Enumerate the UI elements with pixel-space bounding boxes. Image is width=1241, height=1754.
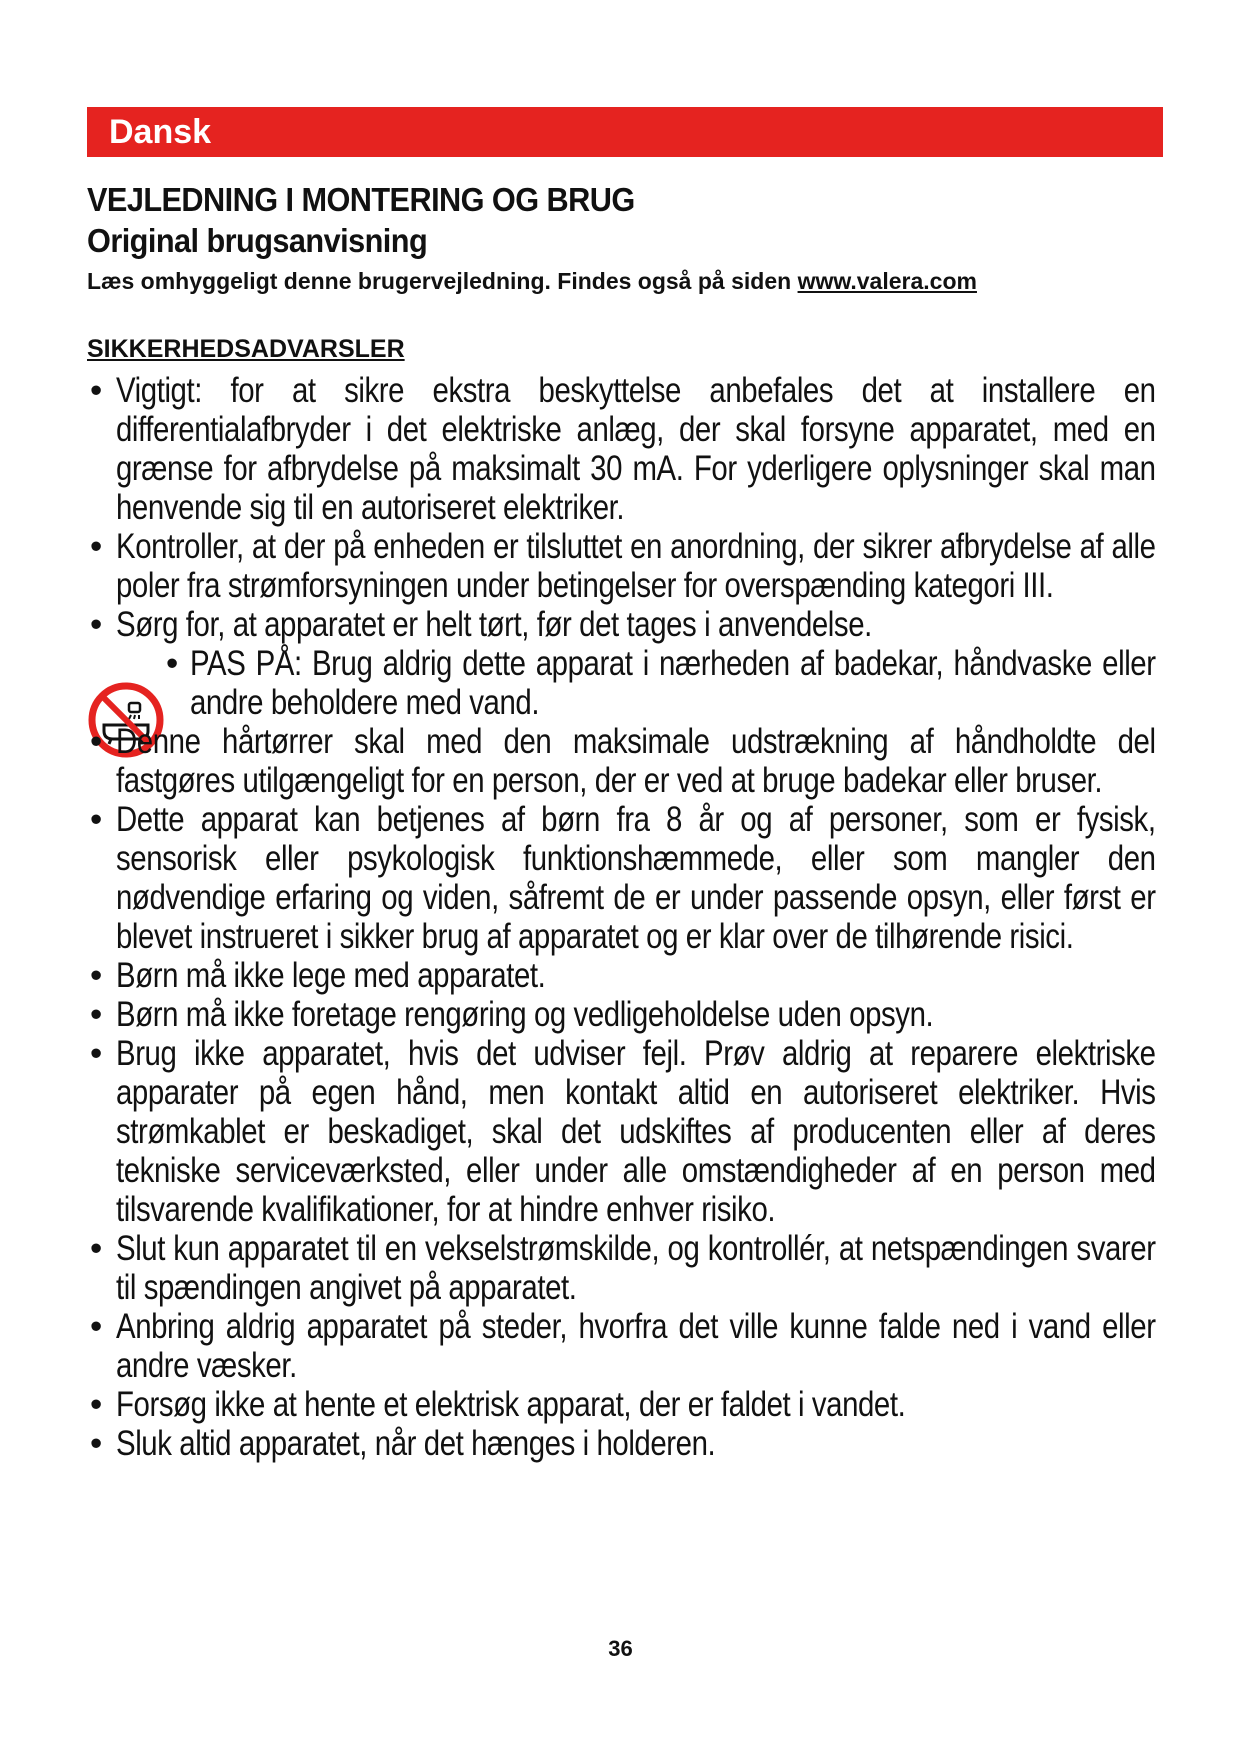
bullet: • bbox=[90, 800, 102, 839]
section-heading: SIKKERHEDSADVARSLER bbox=[87, 335, 405, 363]
bullet: • bbox=[90, 1307, 102, 1346]
safety-warnings-list bbox=[0, 371, 1241, 1463]
intro-line bbox=[87, 267, 977, 295]
list-item: • Forsøg ikke at hente et elektrisk apparat, der er faldet i vandet. bbox=[90, 1385, 906, 1424]
intro-text: Læs omhyggeligt denne brugervejledning. Findes også på siden bbox=[87, 268, 798, 294]
bullet: • bbox=[90, 956, 102, 995]
page-subtitle: Original brugsanvisning bbox=[87, 222, 428, 259]
bullet: • bbox=[90, 1424, 102, 1463]
list-item: • Sørg for, at apparatet er helt tørt, før det tages i anvendelse. bbox=[90, 605, 872, 644]
list-item: • Brug ikke apparatet, hvis det udviser fejl. Prøv aldrig at reparere elektriske apparater på egen hånd, men kontakt altid en autoriseret elektriker. Hvis strømkablet er beskadiget, skal det udskiftes af producenten eller af deres tekniske serviceværksted, eller under alle omstændigheder af en person med tilsvarende kvalifikationer, for at hindre enhver risiko. bbox=[90, 1034, 1156, 1229]
website-link[interactable]: www.valera.com bbox=[797, 268, 977, 294]
list-item: • Denne hårtørrer skal med den maksimale udstrækning af håndholdte del fastgøres utilgængeligt for en person, der er ved at bruge badekar eller bruser. bbox=[90, 722, 1156, 800]
bullet: • bbox=[90, 1229, 102, 1268]
list-item-warning: • PAS PÅ: Brug aldrig dette apparat i nærheden af badekar, håndvaske eller andre beholdere med vand. bbox=[166, 644, 1156, 722]
list-item: • Kontroller, at der på enheden er tilsluttet en anordning, der sikrer afbrydelse af alle poler fra strømforsyningen under betingelser for overspænding kategori III. bbox=[90, 527, 1156, 605]
list-item: • Dette apparat kan betjenes af børn fra 8 år og af personer, som er fysisk, sensorisk eller psykologisk funktionshæmmede, eller som mangler den nødvendige erfaring og viden, såfremt de er under passende opsyn, eller først er blevet instrueret i sikker brug af apparatet og er klar over de tilhørende risici. bbox=[90, 800, 1156, 956]
list-item: • Børn må ikke foretage rengøring og vedligeholdelse uden opsyn. bbox=[90, 995, 934, 1034]
bullet: • bbox=[90, 605, 102, 644]
bullet: • bbox=[166, 644, 178, 683]
list-item: • Børn må ikke lege med apparatet. bbox=[90, 956, 546, 995]
page-number: 36 bbox=[608, 1636, 633, 1661]
bullet: • bbox=[90, 1385, 102, 1424]
bullet: • bbox=[90, 371, 102, 410]
language-banner bbox=[87, 107, 1163, 157]
list-item: • Vigtigt: for at sikre ekstra beskyttelse anbefales det at installere en differentialafbryder i det elektriske anlæg, der skal forsyne apparatet, med en grænse for afbrydelse på maksimalt 30 mA. For yderligere oplysninger skal man henvende sig til en autoriseret elektriker. bbox=[90, 371, 1156, 527]
list-item: • Slut kun apparatet til en vekselstrømskilde, og kontrollér, at netspændingen svarer til spændingen angivet på apparatet. bbox=[90, 1229, 1156, 1307]
bullet: • bbox=[90, 527, 102, 566]
page-title: VEJLEDNING I MONTERING OG BRUG bbox=[87, 181, 635, 218]
list-item: • Anbring aldrig apparatet på steder, hvorfra det ville kunne falde ned i vand eller andre væsker. bbox=[90, 1307, 1156, 1385]
list-item: • Sluk altid apparatet, når det hænges i holderen. bbox=[90, 1424, 716, 1463]
bullet: • bbox=[90, 722, 102, 761]
bullet: • bbox=[90, 995, 102, 1034]
language-label: Dansk bbox=[109, 113, 212, 151]
bullet: • bbox=[90, 1034, 102, 1073]
